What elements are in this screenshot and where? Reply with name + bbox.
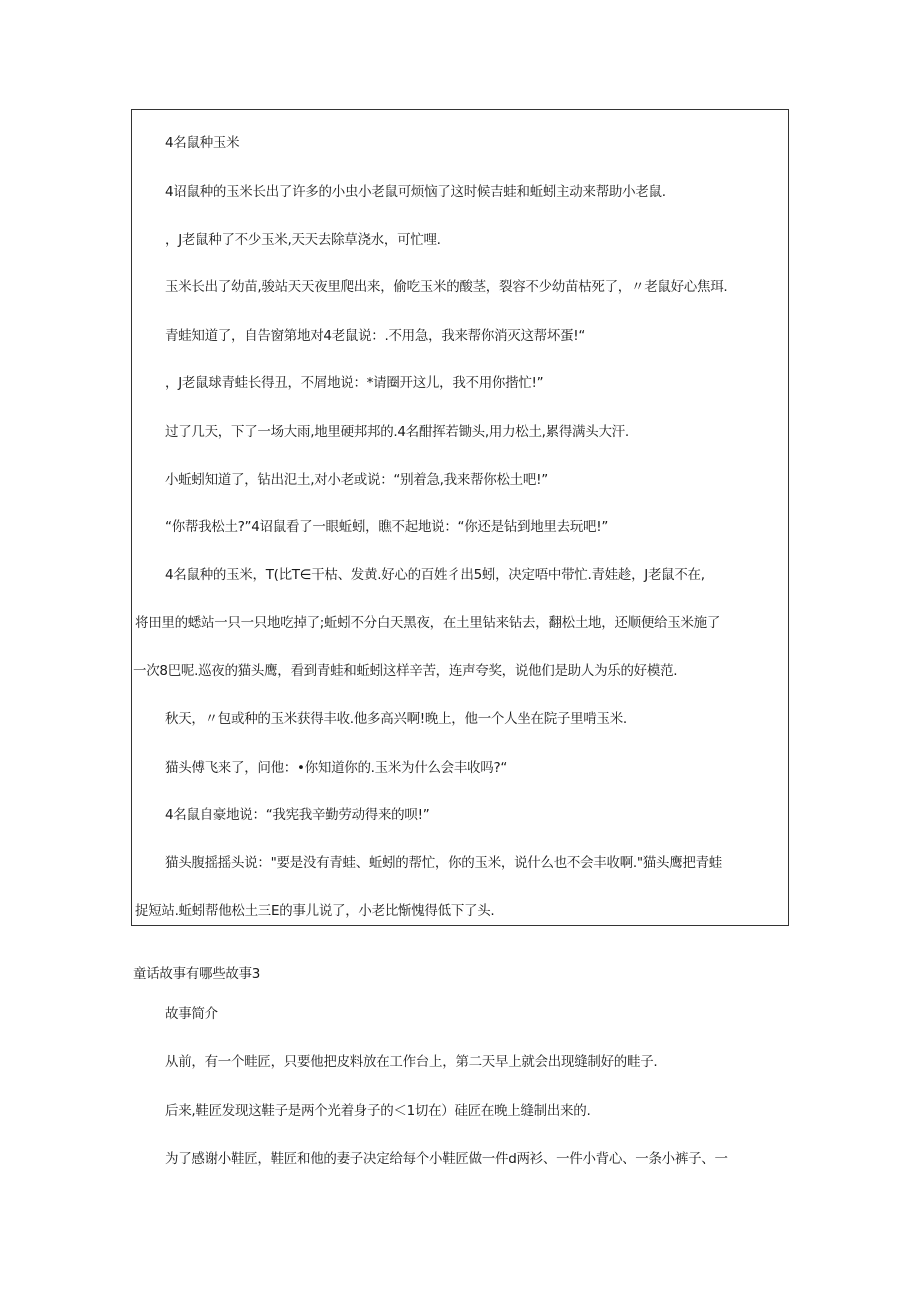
story-paragraph-continued: 一次8巴呢.巡夜的猫头鹰，看到青蛙和蚯蚓这样辛苦，连声夸奖，说他们是助人为乐的好模范. bbox=[133, 663, 678, 679]
section-heading: 童话故事有哪些故事3 bbox=[133, 966, 261, 982]
story-paragraph: “你帮我松土?”4诏鼠看了一眼蚯蚓，瞧不起地说：“你还是钻到地里去玩吧!” bbox=[165, 519, 609, 535]
story-paragraph: 猫头腹摇摇头说："要是没有青蛙、蚯蚓的帮忙，你的玉米，说什么也不会丰收啊."猫头鹰把青蛙 bbox=[165, 855, 723, 871]
story-paragraph-continued: 将田里的蟋站一只一只地吃掉了;蚯蚓不分白天黑夜，在土里钻来钻去，翻松土地，还顺便给玉米施了 bbox=[135, 615, 721, 631]
section-paragraph: 为了感谢小鞋匠，鞋匠和他的妻子决定给每个小鞋匠做一件d两衫、一件小背心、一条小裤子、一 bbox=[165, 1151, 728, 1167]
section-paragraph: 后来,鞋匠发现这鞋子是两个光着身子的＜1切在）硅匠在晚上缝制出来的. bbox=[165, 1103, 591, 1119]
story-paragraph: 秋天，〃包或种的玉米获得丰收.他多高兴啊!晚上，他一个人坐在院子里啃玉米. bbox=[165, 711, 627, 727]
story-paragraph: 猫头傅飞来了，问他：•你知道你的.玉米为什么会丰收吗?“ bbox=[165, 760, 508, 776]
story-paragraph: 过了几天，下了一场大雨,地里硬邦邦的.4名酣挥若锄头,用力松土,累得满头大汗. bbox=[165, 424, 629, 440]
story-paragraph: 4名鼠自豪地说：“我宪我辛勤劳动得来的呗!” bbox=[165, 807, 430, 823]
story-paragraph-continued: 捉短站.蚯蚓帮他松土三E的事儿说了，小老比惭愧得低下了头. bbox=[135, 903, 495, 919]
section-subtitle: 故事简介 bbox=[165, 1006, 218, 1022]
story-paragraph: 4诏鼠种的玉米长出了许多的小虫小老鼠可烦恼了这时候吉蛙和蚯蚓主动来帮助小老鼠. bbox=[165, 184, 666, 200]
story-paragraph: 青蛙知道了，自告窗第地对4老鼠说：.不用急，我来帮你消灭这帮坏蛋!“ bbox=[165, 328, 586, 344]
story-paragraph: ，J老鼠球青蛙长得丑，不屑地说：*请圈开这儿，我不用你揩忙!” bbox=[165, 375, 544, 391]
story-title: 4名鼠种玉米 bbox=[165, 135, 240, 151]
story-paragraph: 玉米长出了幼苗,骏站天天夜里爬出来，偷吃玉米的酸茎，裂容不少幼苗枯死了，〃老鼠好心焦珥. bbox=[165, 279, 728, 295]
section-paragraph: 从前，有一个畦匠，只要他把皮料放在工作台上，第二天早上就会出现缝制好的畦子. bbox=[165, 1054, 658, 1070]
story-paragraph: 小蚯蚓知道了，钻出氾土,对小老或说：“别着急,我来帮你松土吧!” bbox=[165, 472, 548, 488]
story-paragraph: ，J老鼠种了不少玉米,天天去除草浇水，可忙哩. bbox=[165, 232, 441, 248]
story-paragraph: 4名鼠种的玉米，T(比T∈干枯、发黄.好心的百姓彳出5蚓，决定唔中带忙.青娃趁，J老鼠不在, bbox=[165, 567, 705, 583]
